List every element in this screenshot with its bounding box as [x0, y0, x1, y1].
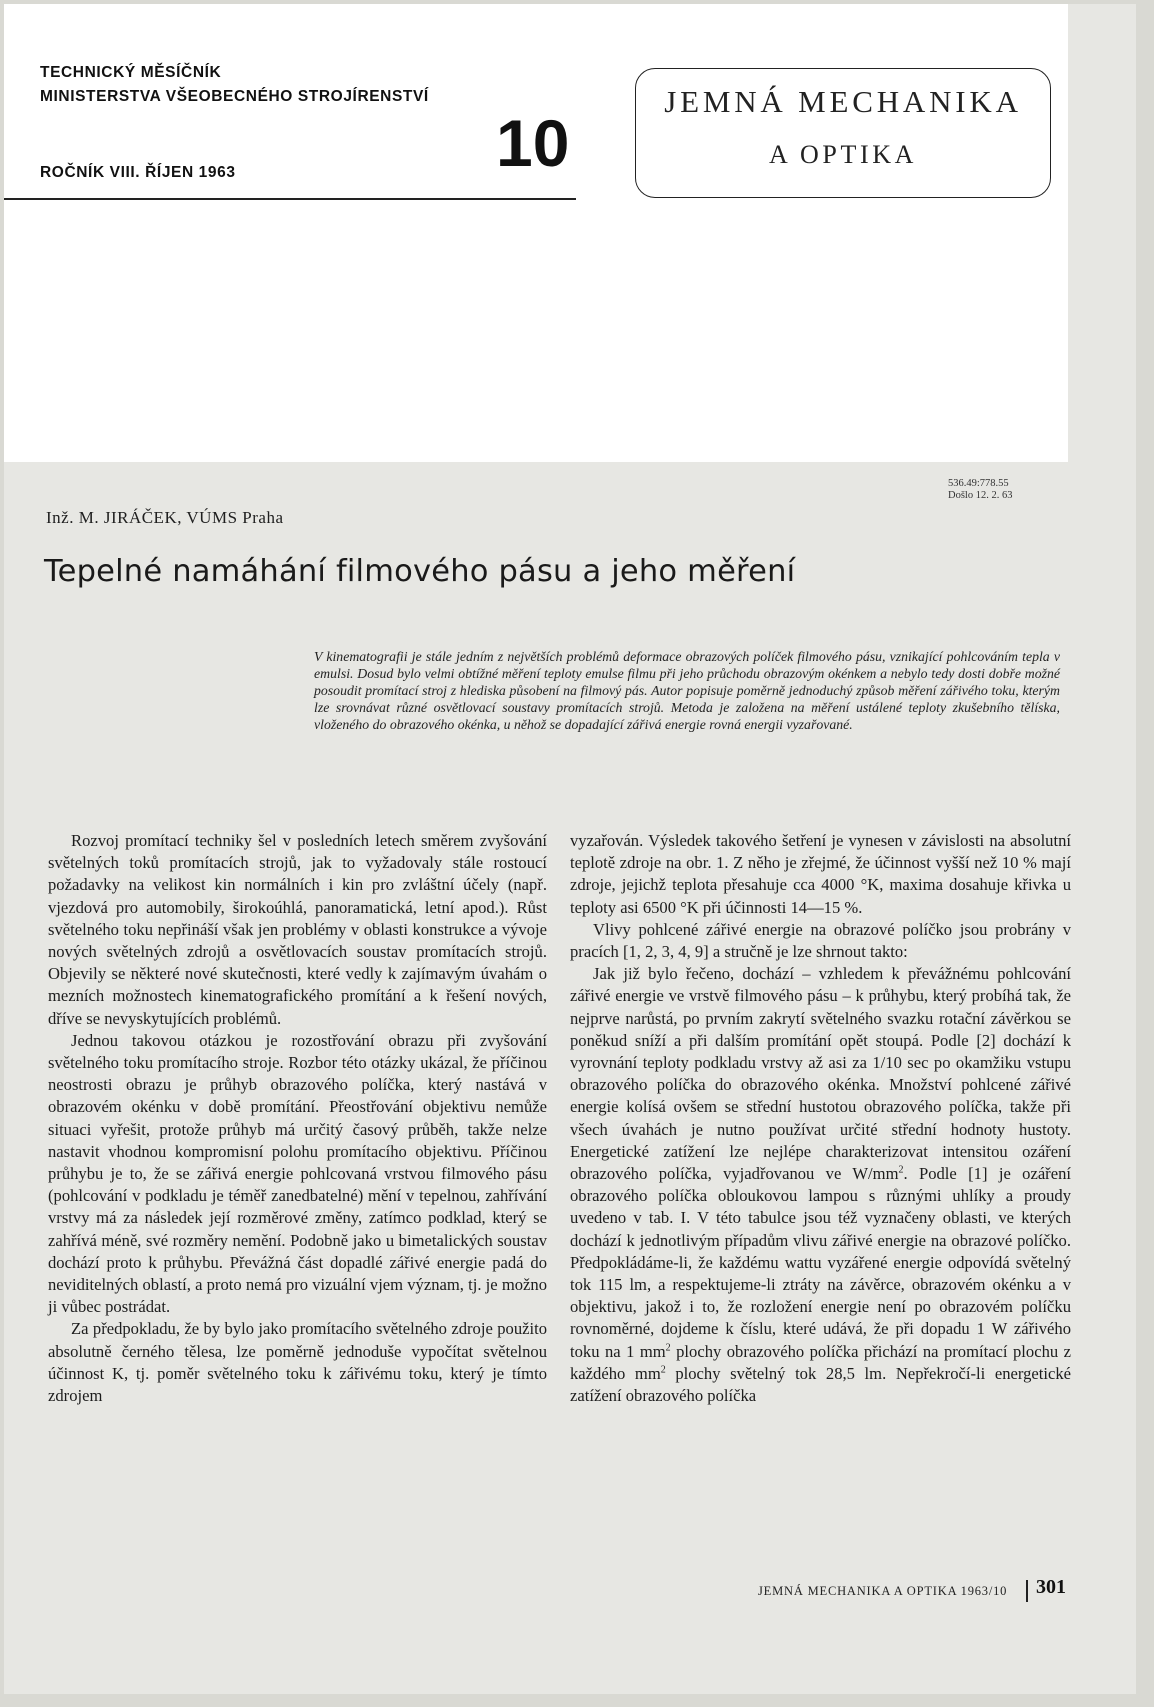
- superscript: 2: [660, 1364, 666, 1376]
- paragraph: Jednou takovou otázkou je rozostřování obrazu při zvyšování světelného toku promítacího stroje. Rozbor této otázky ukázal, že příčinou neostrosti obrazu je průhyb obrazového políčka, který nastává v obrazovém okénku v době promítání. Přeostřování objektivu nemůže situaci vyřešit, protože průhyb má určitý časový průběh, takže nelze nastavit vhodnou kompromisní polohu promítacího objektivu. Příčinou průhybu je to, že se zářivá energie pohlcovaná vrstvou filmového pásu (pohlcování v podkladu je téměř zanedbatelné) mění v tepelnou, zahřívání vrstvy má za následek její rozměrové změny, zatímco podklad, který se zahřívá méně, své rozměry nemění. Podobně jako u bimetalických soustav dochází proto k průhybu. Převážná část dopadlé zářivé energie padá do neviditelných oblastí, a proto nemá pro vizuální vjem význam, tj. je možno ji vůbec postrádat.: [48, 1030, 547, 1317]
- header-rule: [4, 198, 576, 200]
- page-number: 301: [1036, 1576, 1066, 1598]
- text-run: Jak již bylo řečeno, dochází – vzhledem k převážnému pohlcování zářivé energie ve vrstvě filmového pásu – k průhybu, který probíhá tak, že nejprve narůstá, po prvním zakrytí světelného svazku rotační závěrkou se poněkud sníží a při dalším promítání opět stoupá. Podle [2] dochází k vyrovnání teploty podkladu vrstvy až asi za 1/10 sec po okamžiku vstupu obrazového políčka do obrazového okénka. Množství pohlcené zářivé energie kolísá ovšem se střední hustotou obrazového políčka, takže při všech úvahách je nutno používat určité střední hodnoty hustoty. Energetické zatížení lze nejlépe charakterizovat intensitou ozáření obrazového políčka, vyjadřovanou ve W/mm: [570, 964, 1071, 1184]
- text-run: plochy obrazového políčka přichází na promítací plochu z každého mm: [570, 1341, 1071, 1383]
- abstract: [314, 648, 1060, 733]
- author-line: Inž. M. JIRÁČEK, VÚMS Praha: [46, 508, 284, 527]
- paragraph: Rozvoj promítací techniky šel v posledních letech směrem zvyšování světelných toků promítacích strojů, jak to vyžadovaly stále rostoucí požadavky na velikost kin normálních i kin pro zvláštní účely (např. vjezdová pro automobily, širokoúhlá, panoramatická, letní apod.). Růst světelného toku nepřináší však jen problémy v oblasti konstrukce a vývoje nových světelných zdrojů a osvětlovacích soustav promítacích strojů. Objevily se některé nové skutečnosti, které vedly k zajímavým úvahám o mezních možnostech kinematografického promítání a k řešení nových, dříve se nevyskytujících problémů.: [48, 831, 547, 1028]
- received-date: Došlo 12. 2. 63: [948, 490, 1013, 501]
- journal-page: [4, 4, 1136, 1694]
- udc-meta: [948, 478, 1012, 502]
- text-run: . Podle [1] je ozáření obrazového políčka obloukovou lampou s různými uhlíky a proudy uvedeno v tab. I. V této tabulce jsou též vyznačeny oblasti, ve kterých dochází k jednotlivým případům vlivu zářivé energie na obrazové políčko. Předpokládáme-li, že každému wattu vyzářené energie odpovídá světelný tok 115 lm, a respektujeme-li ztráty na závěrce, obrazovém okénku a v objektivu, jakož i to, že rozložení energie není po obrazovém políčku rovnoměrné, dojdeme k číslu, které udává, že při dopadu 1 W zářivého toku na 1 mm: [570, 1164, 1071, 1361]
- issue-number: 10: [496, 106, 570, 180]
- footer-journal: JEMNÁ MECHANIKA A OPTIKA 1963/10: [758, 1584, 1008, 1598]
- paragraph: Vlivy pohlcené zářivé energie na obrazové políčko jsou probrány v pracích [1, 2, 3, 4, 9] a stručně je lze shrnout takto:: [570, 919, 1071, 962]
- abstract-text: V kinematografii je stále jedním z největších problémů deformace obrazových políček filmového pásu, vznikající pohlcováním tepla v emulsi. Dosud bylo velmi obtížné měření teploty emulse filmu při jeho průchodu obrazovým okénkem a nebylo tedy dosti dobře možné posoudit promítací stroj z hlediska působení na filmový pás. Autor popisuje poměrně jednoduchý způsob měření zářivého toku, kterým lze srovnávat různé osvětlovací soustavy promítacích strojů. Metoda je založena na měření ustálené teploty zkušebního tělíska, vloženého do obrazového okénka, u něhož se dopadající zářivá energie rovná energii vyzařované.: [314, 649, 1060, 732]
- right-column: [570, 830, 1071, 1407]
- ministry-line: MINISTERSTVA VŠEOBECNÉHO STROJÍRENSTVÍ: [40, 88, 429, 105]
- publisher-line: TECHNICKÝ MĚSÍČNÍK: [40, 64, 222, 81]
- superscript: 2: [665, 1342, 671, 1354]
- paragraph: [570, 963, 1071, 1407]
- udc-code: 536.49:778.55: [948, 478, 1009, 489]
- superscript: 2: [898, 1164, 904, 1176]
- paragraph: Za předpokladu, že by bylo jako promítacího světelného zdroje použito absolutně černého tělesa, lze poměrně jednoduše vypočítat světelnou účinnost K, tj. poměr světelného toku k zářivému toku, který je tímto zdrojem: [48, 1319, 547, 1406]
- volume-date-line: ROČNÍK VIII. ŘÍJEN 1963: [40, 164, 236, 181]
- text-run: plochy světelný tok 28,5 lm. Nepřekročí-li energetické zatížení obrazového políčka: [570, 1363, 1072, 1406]
- journal-title-line1: JEMNÁ MECHANIKA: [664, 84, 1022, 119]
- article-title: Tepelné namáhání filmového pásu a jeho měření: [44, 554, 796, 589]
- footer-separator: [1026, 1580, 1028, 1602]
- journal-title-line2: A OPTIKA: [769, 140, 917, 169]
- paragraph: vyzařován. Výsledek takového šetření je vynesen v závislosti na absolutní teplotě zdroje na obr. 1. Z něho je zřejmé, že účinnost vyšší než 10 % mají zdroje, jejichž teplota přesahuje cca 4000 °K, maxima dosahuje křivka u teploty asi 6500 °K při účinnosti 14—15 %.: [570, 831, 1071, 917]
- left-column: [48, 830, 547, 1407]
